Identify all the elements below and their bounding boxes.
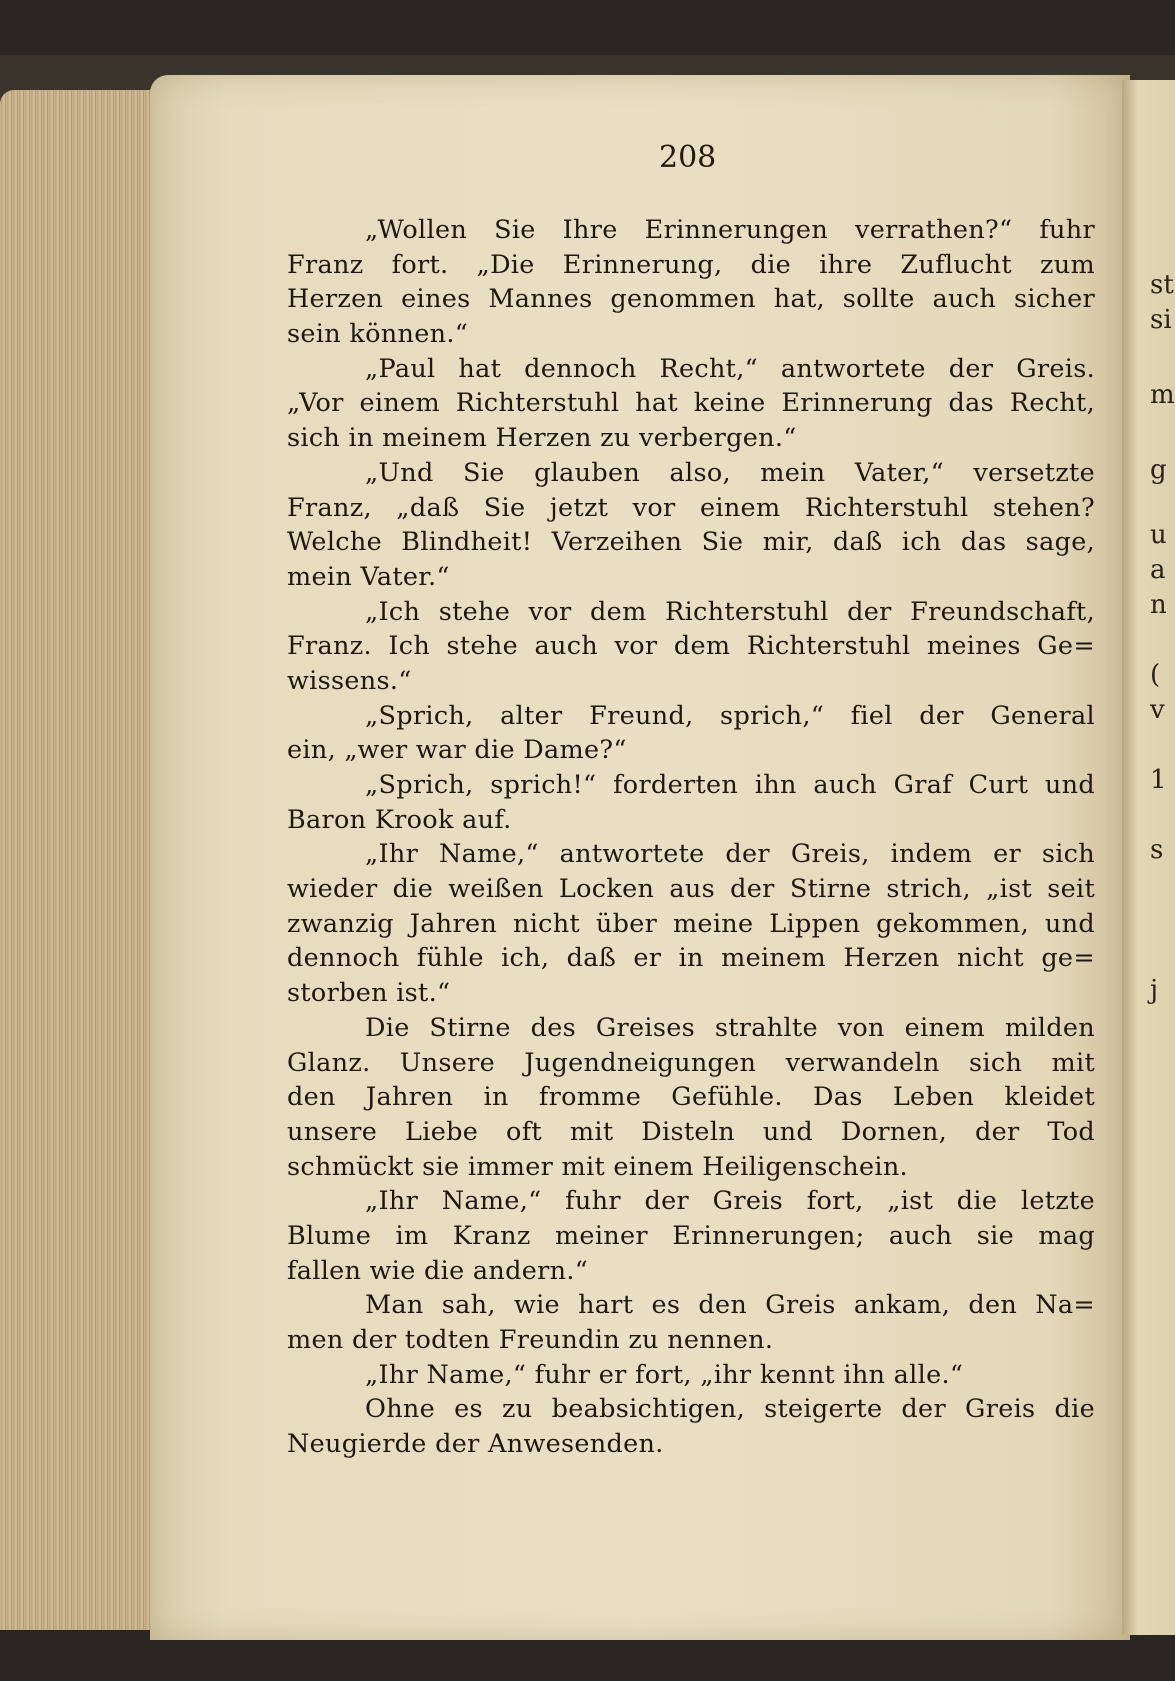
text-line: den Jahren in fromme Gefühle. Das Leben kleidet (287, 1082, 1095, 1113)
text-line: Neugierde der Anwesenden. (287, 1429, 664, 1460)
text-line: dennoch fühle ich, daß er in meinem Herzen nicht ge= (287, 943, 1095, 974)
next-page-fragment: j (1150, 975, 1159, 1005)
text-line: storben ist.“ (287, 978, 451, 1009)
text-line: Glanz. Unsere Jugendneigungen verwandeln sich mit (287, 1047, 1095, 1078)
next-page-fragment: u (1150, 520, 1167, 550)
page-text (287, 213, 1095, 1462)
next-page-fragment: a (1150, 555, 1166, 585)
next-page-fragment: n (1150, 590, 1167, 620)
text-line: schmückt sie immer mit einem Heiligenschein. (287, 1151, 908, 1182)
page-edges (0, 90, 160, 1630)
text-line: „Vor einem Richterstuhl hat keine Erinnerung das Recht, (287, 388, 1095, 419)
text-line: „Ich stehe vor dem Richterstuhl der Freundschaft, (365, 596, 1095, 627)
next-page-fragment: s (1150, 835, 1164, 865)
text-line: „Und Sie glauben also, mein Vater,“ versetzte (365, 457, 1095, 488)
text-line: ein, „wer war die Dame?“ (287, 735, 627, 766)
text-line: „Ihr Name,“ fuhr der Greis fort, „ist die letzte (365, 1186, 1095, 1217)
text-line: Herzen eines Mannes genommen hat, sollte auch sicher (287, 284, 1095, 315)
text-line: men der todten Freundin zu nennen. (287, 1325, 774, 1355)
next-page-fragment: m (1150, 380, 1175, 410)
text-line: „Paul hat dennoch Recht,“ antwortete der Greis. (365, 353, 1095, 384)
text-line: wieder die weißen Locken aus der Stirne strich, „ist seit (287, 874, 1095, 905)
text-line: Ohne es zu beabsichtigen, steigerte der Greis die (365, 1394, 1095, 1425)
text-line: zwanzig Jahren nicht über meine Lippen gekommen, und (287, 908, 1095, 939)
next-page-fragment: ( (1150, 660, 1161, 690)
text-line: sein können.“ (287, 319, 469, 350)
text-line: „Ihr Name,“ fuhr er fort, „ihr kennt ihn alle.“ (365, 1359, 964, 1390)
text-line: fallen wie die andern.“ (287, 1255, 589, 1286)
text-line: Baron Krook auf. (287, 804, 512, 835)
next-page-fragment: v (1150, 695, 1165, 725)
text-line: Welche Blindheit! Verzeihen Sie mir, daß ich das sage, (287, 527, 1095, 558)
text-line: Franz fort. „Die Erinnerung, die ihre Zuflucht zum (287, 249, 1095, 280)
text-line: Franz, „daß Sie jetzt vor einem Richterstuhl stehen? (287, 492, 1095, 523)
text-line: Man sah, wie hart es den Greis ankam, den Na= (365, 1290, 1095, 1321)
text-line: sich in meinem Herzen zu verbergen.“ (287, 423, 797, 454)
text-line: unsere Liebe oft mit Disteln und Dornen, der Tod (287, 1116, 1095, 1147)
text-line: „Sprich, sprich!“ forderten ihn auch Graf Curt und (365, 770, 1095, 800)
text-line: Die Stirne des Greises strahlte von einem milden (365, 1012, 1095, 1043)
next-page-fragment: g (1150, 455, 1167, 485)
page-number: 208 (659, 140, 717, 175)
text-line: mein Vater.“ (287, 561, 450, 592)
next-page-fragment: st (1150, 270, 1174, 300)
text-line: Blume im Kranz meiner Erinnerungen; auch sie mag (287, 1220, 1095, 1251)
text-line: „Ihr Name,“ antwortete der Greis, indem er sich (365, 839, 1095, 870)
text-line: „Wollen Sie Ihre Erinnerungen verrathen?“ fuhr (365, 215, 1095, 245)
next-page-fragment: si (1150, 305, 1172, 335)
next-page-fragment: 1 (1150, 765, 1167, 795)
text-line: „Sprich, alter Freund, sprich,“ fiel der General (365, 700, 1095, 731)
text-line: Franz. Ich stehe auch vor dem Richterstuhl meines Ge= (287, 631, 1095, 662)
text-line: wissens.“ (287, 665, 412, 696)
